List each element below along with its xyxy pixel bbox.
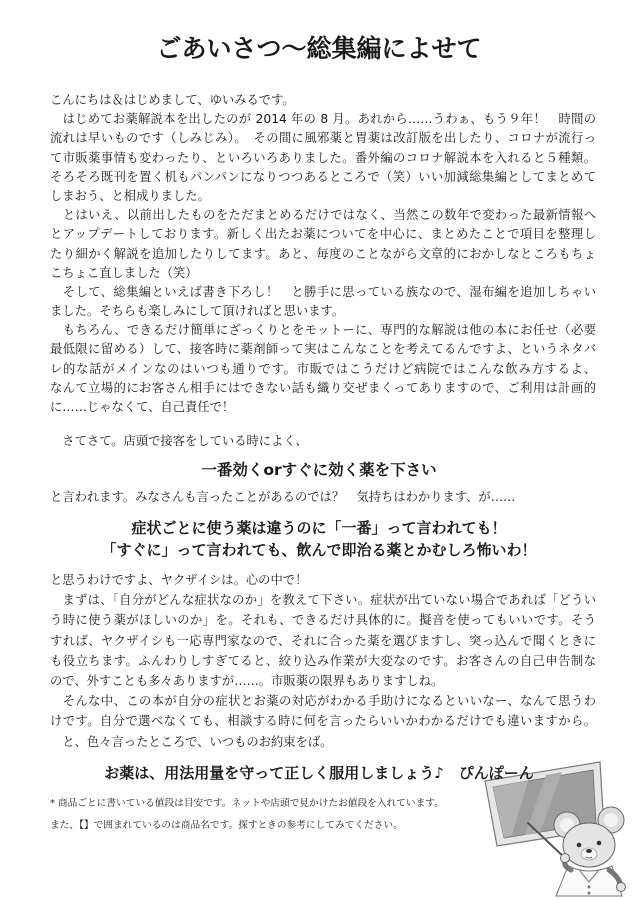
text-line: う時に使う薬がほしいのか」を。それも、できるだけ具体的に。擬音を使ってもいいです。そう [50, 613, 596, 628]
text-line: 流れは早いものです（しみじみ）。 その間に風邪薬と胃薬は改訂版を出したり、コロナが流行っ [50, 131, 596, 146]
footnote: また、【】で囲まれているのは商品名です。探すときの参考にしてみてください。 [50, 820, 403, 831]
text-line: とアップデートしております。新しく出たお薬についてを中心に、まとめたことで項目を整理し [50, 227, 596, 242]
footnote: * 商品ごとに書いている値段は目安です。ネットや店頭で見かけたお値段を入れています。 [50, 798, 444, 809]
page-title: ごあいさつ〜総集編によせて [156, 34, 482, 63]
store-scene-lead [50, 431, 596, 451]
text-line: に……じゃなくて、自己責任で！ [50, 400, 235, 414]
text-line: こんにちは＆はじめまして、ゆいみるです。 [50, 93, 295, 107]
heading-line: 症状ごとに使う薬は違うのに「一番」って言われても！ [131, 519, 507, 537]
text-line: さてさて。店頭で接客をしている時によく、 [50, 434, 308, 448]
text-line: そろそろ既刊を置く机もパンパンになりつつあるところで（笑）いい加減総集編としてまとめて [50, 169, 596, 184]
advice-paragraph [50, 732, 596, 752]
text-line: ました。そちらも楽しみにして頂ければと思います。 [50, 304, 345, 319]
text-line: と思うわけですよ、ヤクザイシは。心の中で！ [50, 573, 308, 587]
text-line: と言われます。みなさんも言ったことがあるのでは？ 気持ちはわかります、が…… [50, 490, 516, 504]
text-line: こちょこ直しました（笑） [50, 265, 198, 280]
text-line: すれば、ヤクザイシも一応専門家なので、それに合った薬を選びますし、突っ込んで聞くときに [50, 633, 596, 648]
text-line: はじめてお薬解説本を出したのが 2014 年の 8 月。あれから……うわぁ、もう９年！ 時間の [50, 112, 596, 127]
text-line: ので、外すことも多々ありますが……。市販薬の限界もありますしね。 [50, 673, 444, 688]
text-line: とはいえ、以前出したものをただまとめるだけではなく、当然この数年で変わった最新情報へ [50, 208, 596, 223]
pharmacist-thought-heading [20, 517, 618, 561]
advice-paragraph [50, 590, 596, 691]
greeting-paragraph [50, 110, 596, 206]
advice-paragraph [50, 691, 596, 731]
advice-paragraph [50, 570, 596, 590]
text-line: まずは、「自分がどんな症状なのか」を教えて下さい。症状が出ていない場合であれば「どうい [50, 593, 596, 608]
greeting-section [50, 91, 596, 417]
greeting-paragraph [50, 283, 596, 321]
text-line: そんな中、この本が自分の症状とお薬の対応がわかる手助けになるといいなー、なんて思うわ [50, 694, 596, 709]
text-line: 最低限に留める）して、接客時に薬剤師って実はこんなことを考えてるんですよ、というネタバ [50, 342, 596, 357]
text-line: も役立ちます。ふんわりしすぎてると、絞り込み作業が大変なのです。お客さんの自己申告制な [50, 653, 596, 668]
advice-section [50, 570, 596, 752]
store-scene-response [50, 487, 596, 507]
text-line: レ的な話がメインなのはいつも通りです。市販ではこうだけど病院ではこんな飲み方するよ、 [50, 361, 596, 376]
text-line: なんて立場的にお客さん相手にはできない話も織り交ぜまくってありますので、ご利用は計画的 [50, 380, 596, 395]
closing-slogan: お薬は、用法用量を守って正しく服用しましょう♪ ぴんぽーん [104, 764, 534, 782]
greeting-paragraph [50, 321, 596, 417]
text-line: しまおう、と相成りました。 [50, 188, 210, 203]
greeting-paragraph [50, 206, 596, 283]
greeting-paragraph [50, 91, 596, 110]
text-line: けです。自分で選べなくても、相談する時に何を言ったらいいかわかるだけでも違いますから。 [50, 714, 596, 729]
footnotes [50, 793, 470, 837]
text-line: そして、総集編といえば書き下ろし！ と勝手に思っている族なので、湿布編を追加しちゃい [50, 284, 596, 299]
text-line: と、色々言ったところで、いつものお約束をば。 [50, 734, 333, 749]
text-line: たり細かく解説を追加したりしてます。あと、毎度のことながら文章的におかしなところもちょ [50, 246, 596, 261]
text-line: て市販薬事情も変わったり、といろいろありました。番外編のコロナ解説本を入れると５種類。 [50, 150, 596, 165]
customer-request-heading: 一番効くorすぐに効く薬を下さい [201, 461, 437, 479]
heading-line: 「すぐに」って言われても、飲んで即治る薬とかむしろ怖いわ！ [101, 541, 537, 559]
text-line: もちろん、できるだけ簡単にざっくりとをモットーに、専門的な解説は他の本にお任せ（必要 [50, 323, 596, 338]
